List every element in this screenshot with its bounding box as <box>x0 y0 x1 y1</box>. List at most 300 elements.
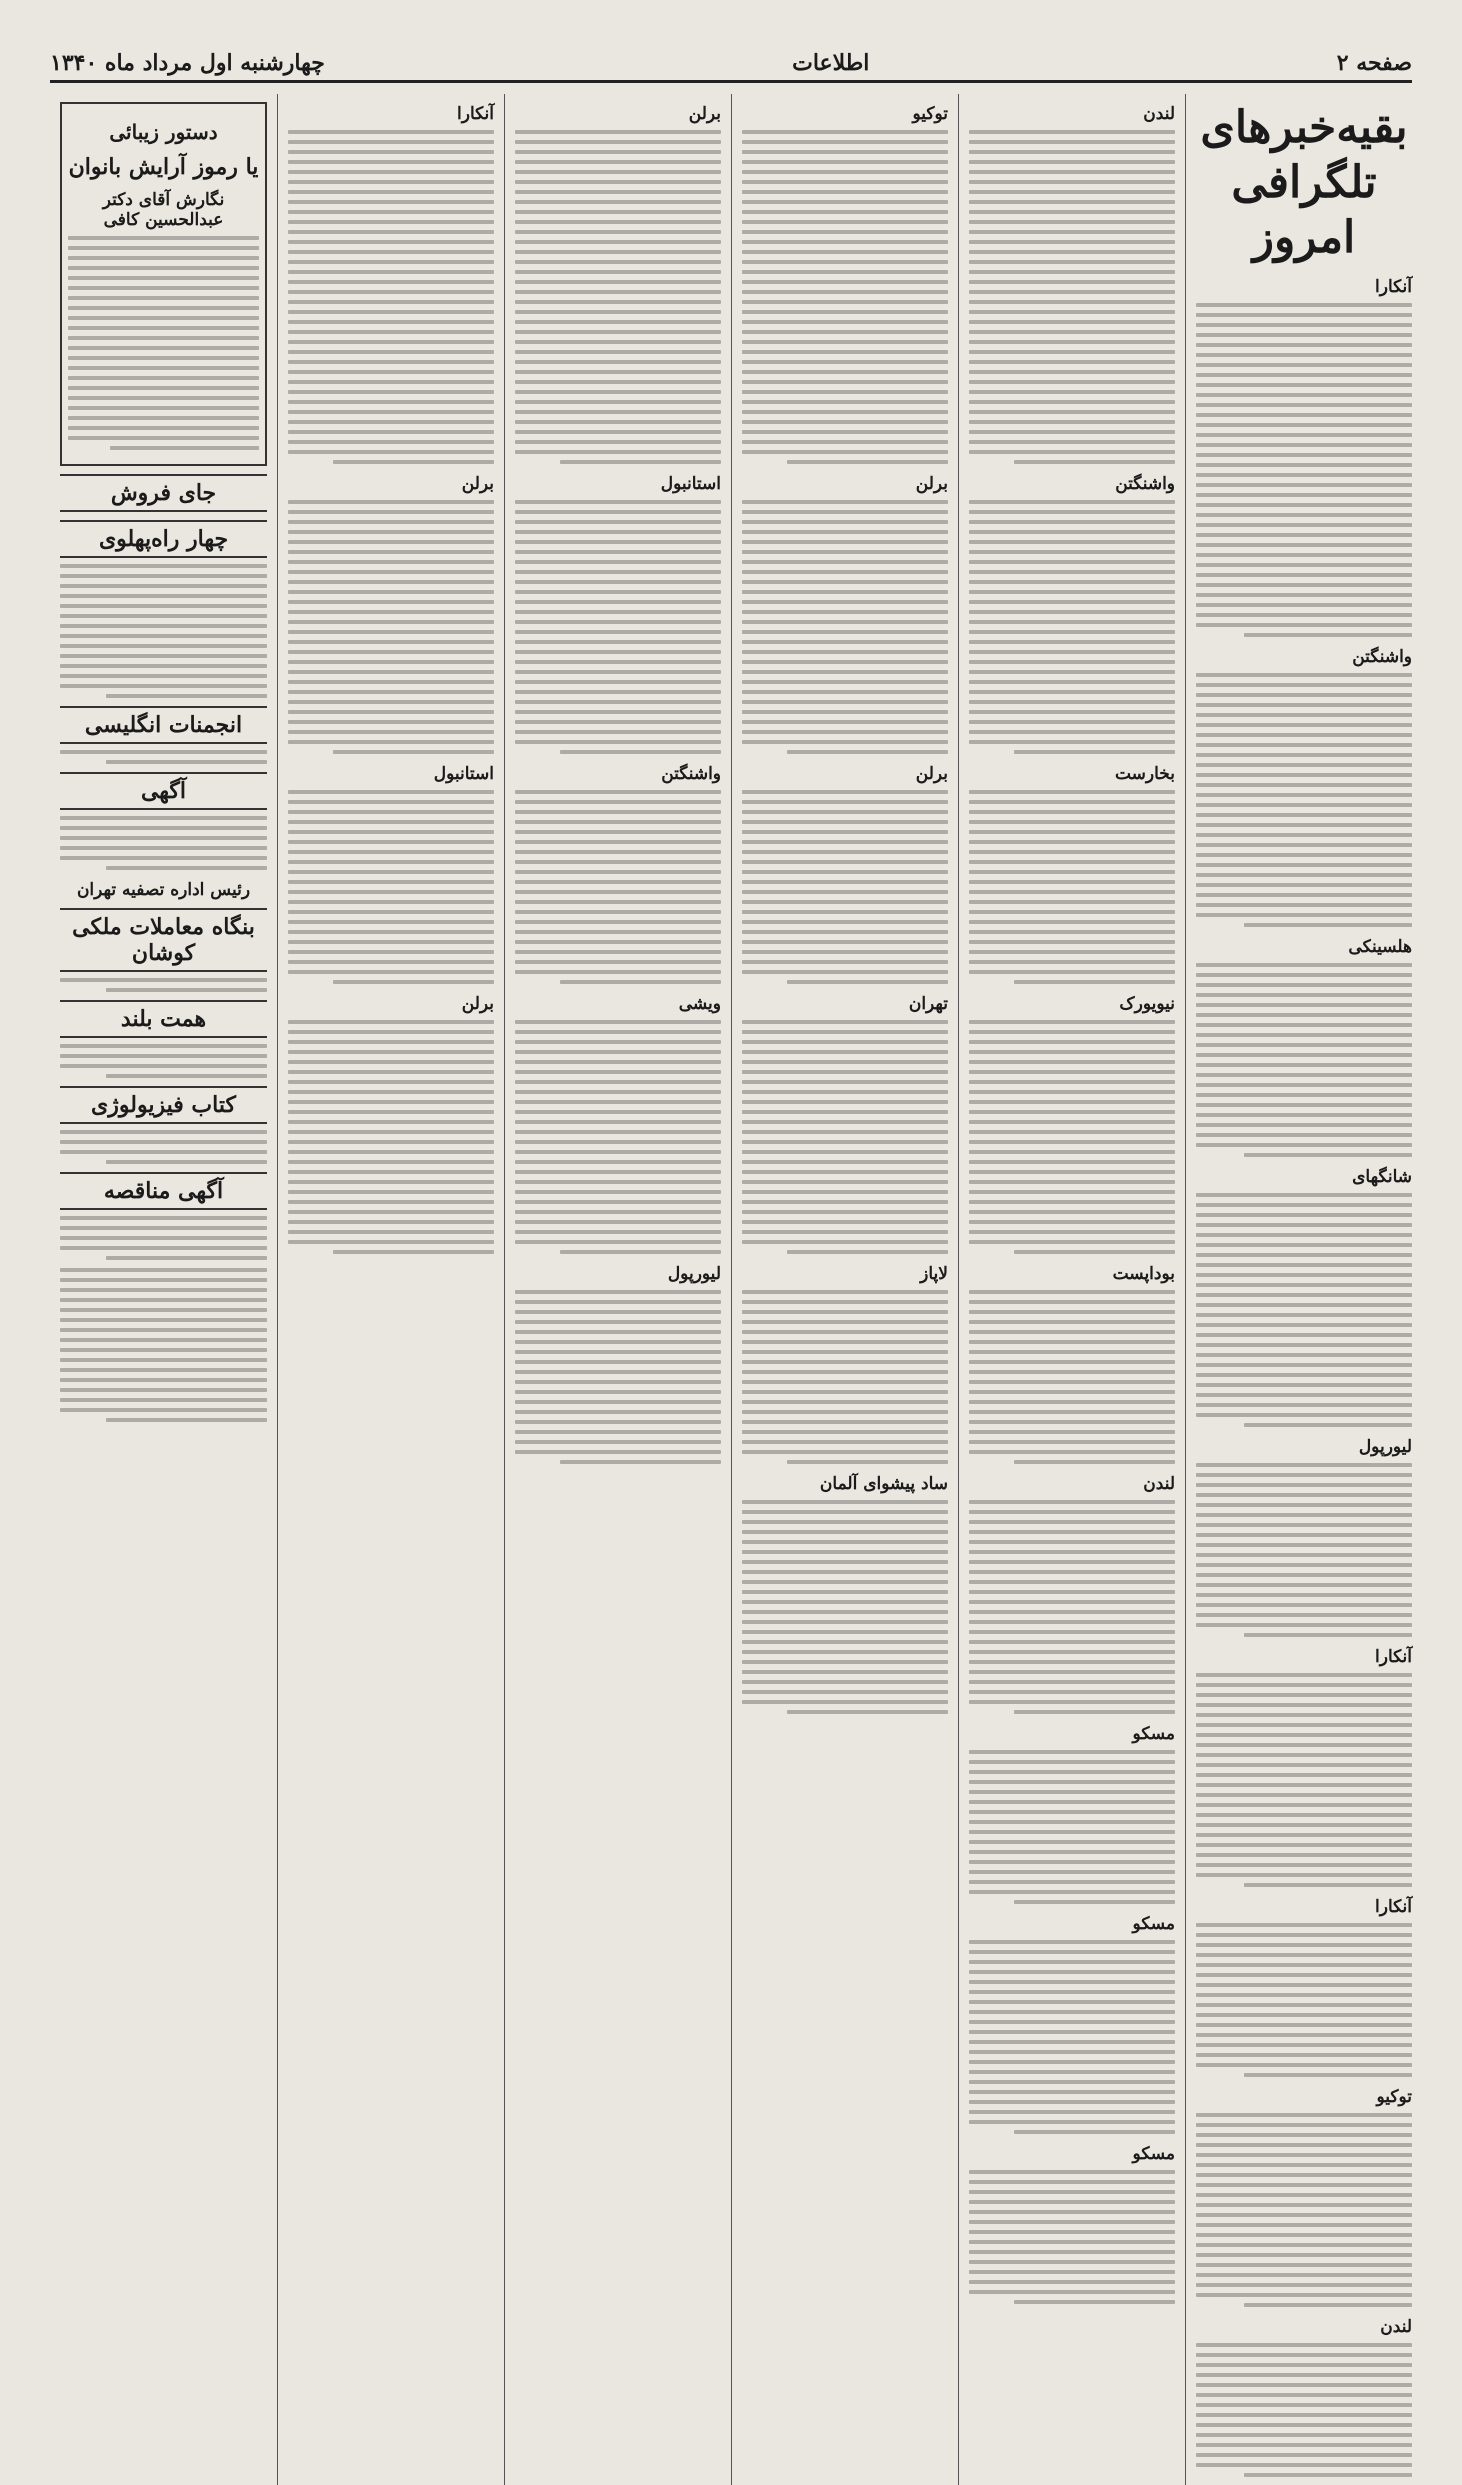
text-line <box>742 1400 948 1404</box>
text-line <box>969 1030 1175 1034</box>
text-line <box>969 2170 1175 2174</box>
text-line <box>60 684 267 688</box>
text-line <box>969 290 1175 294</box>
text-line <box>515 1380 721 1384</box>
text-line <box>742 290 948 294</box>
text-line <box>969 390 1175 394</box>
text-line <box>515 570 721 574</box>
text-line <box>68 266 259 270</box>
text-line <box>1196 2253 1412 2257</box>
text-line <box>969 2000 1175 2004</box>
text-line <box>969 140 1175 144</box>
text-line <box>515 1040 721 1044</box>
text-line <box>1196 893 1412 897</box>
text-line <box>969 920 1175 924</box>
text-line <box>106 1074 267 1078</box>
text-line <box>515 730 721 734</box>
text-line <box>969 260 1175 264</box>
page-label: صفحه ۲ <box>1336 50 1412 76</box>
text-line <box>742 870 948 874</box>
text-line <box>1196 833 1412 837</box>
text-line <box>288 130 494 134</box>
text-line <box>288 1110 494 1114</box>
text-line <box>969 1380 1175 1384</box>
cinema-title: جای فروش <box>60 474 267 512</box>
text-line <box>60 1054 267 1058</box>
text-line <box>1196 1273 1412 1277</box>
text-line <box>969 860 1175 864</box>
text-line <box>515 130 721 134</box>
text-line <box>515 1100 721 1104</box>
text-line <box>969 1300 1175 1304</box>
text-line <box>560 1460 721 1464</box>
text-line <box>969 2270 1175 2274</box>
text-line <box>742 240 948 244</box>
text-line <box>1196 1933 1412 1937</box>
text-line <box>1196 1293 1412 1297</box>
text-line <box>1196 753 1412 757</box>
text-line <box>1244 2303 1412 2307</box>
text-line <box>106 694 267 698</box>
text-line <box>60 1130 267 1134</box>
text-line <box>742 940 948 944</box>
text-line <box>515 940 721 944</box>
text-line <box>1196 1823 1412 1827</box>
text-line <box>742 150 948 154</box>
text-line <box>288 940 494 944</box>
text-line <box>969 1600 1175 1604</box>
text-line <box>969 630 1175 634</box>
text-line <box>969 930 1175 934</box>
text-line <box>742 570 948 574</box>
text-line <box>742 1590 948 1594</box>
text-line <box>288 1230 494 1234</box>
text-line <box>787 460 948 464</box>
text-line <box>1196 983 1412 987</box>
text-line <box>288 610 494 614</box>
text-line <box>1196 2343 1412 2347</box>
text-line <box>60 1288 267 1292</box>
text-line <box>1196 2403 1412 2407</box>
text-line <box>68 386 259 390</box>
text-line <box>969 1370 1175 1374</box>
text-line <box>515 1240 721 1244</box>
text-line <box>68 376 259 380</box>
text-line <box>515 320 721 324</box>
text-line <box>1196 423 1412 427</box>
section-heading: لندن <box>1143 104 1175 124</box>
text-line <box>969 250 1175 254</box>
text-line <box>515 410 721 414</box>
text-line <box>742 1110 948 1114</box>
text-line <box>969 1770 1175 1774</box>
text-line <box>742 300 948 304</box>
tender-title: آگهی مناقصه <box>60 1172 267 1210</box>
text-line <box>515 370 721 374</box>
text-line <box>68 316 259 320</box>
text-line <box>969 1860 1175 1864</box>
text-line <box>1196 1313 1412 1317</box>
text-line <box>515 960 721 964</box>
text-line <box>60 1246 267 1250</box>
text-line <box>1196 583 1412 587</box>
text-line <box>288 700 494 704</box>
text-line <box>1196 443 1412 447</box>
text-line <box>1196 363 1412 367</box>
text-line <box>969 520 1175 524</box>
text-line <box>1196 2293 1412 2297</box>
text-line <box>742 500 948 504</box>
text-line <box>1196 693 1412 697</box>
book-text <box>60 1130 267 1164</box>
text-line <box>969 170 1175 174</box>
text-line <box>1196 1243 1412 1247</box>
text-line <box>742 1700 948 1704</box>
text-line <box>742 130 948 134</box>
text-line <box>515 340 721 344</box>
beauty-text <box>68 236 259 450</box>
text-line <box>742 1600 948 1604</box>
section-body <box>742 500 948 754</box>
text-line <box>515 270 721 274</box>
text-line <box>1196 473 1412 477</box>
text-line <box>288 1090 494 1094</box>
text-line <box>515 550 721 554</box>
section-body <box>742 790 948 984</box>
text-line <box>515 210 721 214</box>
text-line <box>1196 353 1412 357</box>
section-body <box>1196 2113 1412 2307</box>
text-line <box>515 1300 721 1304</box>
text-line <box>742 1020 948 1024</box>
section-heading: برلن <box>915 764 948 784</box>
text-line <box>288 1020 494 1024</box>
section-body <box>969 130 1175 464</box>
text-line <box>742 1360 948 1364</box>
text-line <box>742 740 948 744</box>
text-line <box>969 1110 1175 1114</box>
text-line <box>1014 1900 1175 1904</box>
text-line <box>288 820 494 824</box>
section-heading: آنکارا <box>457 104 494 124</box>
section-heading: لاپاز <box>920 1264 948 1284</box>
text-line <box>1196 2063 1412 2067</box>
text-line <box>1196 303 1412 307</box>
text-line <box>1196 1523 1412 1527</box>
text-line <box>742 1390 948 1394</box>
text-line <box>288 510 494 514</box>
text-line <box>969 350 1175 354</box>
text-line <box>1014 2300 1175 2304</box>
text-line <box>742 1560 948 1564</box>
text-line <box>1196 843 1412 847</box>
text-line <box>742 1240 948 1244</box>
text-line <box>68 236 259 240</box>
text-line <box>1196 1203 1412 1207</box>
date-line: چهارشنبه اول مرداد ماه ۱۳۴۰ <box>50 50 325 76</box>
text-line <box>969 880 1175 884</box>
text-line <box>969 190 1175 194</box>
text-line <box>60 614 267 618</box>
section-heading: شانگهای <box>1352 1167 1412 1187</box>
text-line <box>1196 1003 1412 1007</box>
text-line <box>742 900 948 904</box>
text-line <box>1196 2423 1412 2427</box>
text-line <box>969 380 1175 384</box>
text-line <box>560 460 721 464</box>
text-line <box>515 1050 721 1054</box>
text-line <box>515 250 721 254</box>
text-line <box>742 250 948 254</box>
text-line <box>288 1080 494 1084</box>
text-line <box>1196 603 1412 607</box>
text-line <box>742 1060 948 1064</box>
text-line <box>515 840 721 844</box>
text-line <box>1196 1813 1412 1817</box>
text-line <box>288 310 494 314</box>
text-line <box>288 350 494 354</box>
text-line <box>1196 1593 1412 1597</box>
section-heading: برلن <box>461 474 494 494</box>
text-line <box>742 1120 948 1124</box>
text-line <box>969 580 1175 584</box>
text-line <box>1196 2123 1412 2127</box>
text-line <box>1196 2433 1412 2437</box>
text-line <box>515 930 721 934</box>
text-line <box>742 810 948 814</box>
text-line <box>742 1350 948 1354</box>
text-line <box>742 630 948 634</box>
text-line <box>969 1140 1175 1144</box>
text-line <box>288 1060 494 1064</box>
text-line <box>515 380 721 384</box>
text-line <box>1196 1613 1412 1617</box>
text-line <box>742 790 948 794</box>
text-line <box>969 1570 1175 1574</box>
text-line <box>68 416 259 420</box>
text-line <box>515 1090 721 1094</box>
section-heading: برلن <box>915 474 948 494</box>
text-line <box>1196 2043 1412 2047</box>
text-line <box>1196 1043 1412 1047</box>
text-line <box>1196 2413 1412 2417</box>
text-line <box>288 1130 494 1134</box>
text-line <box>288 390 494 394</box>
text-line <box>969 1700 1175 1704</box>
text-line <box>288 1160 494 1164</box>
text-line <box>288 360 494 364</box>
text-line <box>288 1150 494 1154</box>
text-line <box>288 850 494 854</box>
text-line <box>60 1150 267 1154</box>
text-line <box>742 1530 948 1534</box>
text-line <box>515 170 721 174</box>
text-line <box>515 230 721 234</box>
text-line <box>742 560 948 564</box>
intersection-text <box>60 564 267 698</box>
text-line <box>515 790 721 794</box>
text-line <box>1196 413 1412 417</box>
text-line <box>969 690 1175 694</box>
text-line <box>1196 1513 1412 1517</box>
text-line <box>288 600 494 604</box>
text-line <box>1196 2033 1412 2037</box>
text-line <box>742 1310 948 1314</box>
text-line <box>969 1580 1175 1584</box>
text-line <box>969 1060 1175 1064</box>
text-line <box>1196 723 1412 727</box>
hemmat-text <box>60 1044 267 1078</box>
text-line <box>969 270 1175 274</box>
text-line <box>787 980 948 984</box>
text-line <box>288 450 494 454</box>
english-text <box>60 750 267 764</box>
text-line <box>1196 1093 1412 1097</box>
text-line <box>1196 813 1412 817</box>
text-line <box>1196 2133 1412 2137</box>
text-line <box>969 1960 1175 1964</box>
text-line <box>515 1320 721 1324</box>
text-line <box>969 2110 1175 2114</box>
text-line <box>1196 1983 1412 1987</box>
columns <box>50 94 1412 2337</box>
section-body <box>1196 2343 1412 2477</box>
text-line <box>1196 2243 1412 2247</box>
text-line <box>1196 1393 1412 1397</box>
section-heading: توکیو <box>1376 2087 1412 2107</box>
text-line <box>1244 1153 1412 1157</box>
text-line <box>1196 1783 1412 1787</box>
section-body <box>742 130 948 464</box>
section-heading: آنکارا <box>1375 1897 1412 1917</box>
text-line <box>515 430 721 434</box>
text-line <box>515 1190 721 1194</box>
text-line <box>969 430 1175 434</box>
text-line <box>1196 1133 1412 1137</box>
text-line <box>969 240 1175 244</box>
text-line <box>742 340 948 344</box>
section-body <box>1196 1463 1412 1637</box>
text-line <box>969 1560 1175 1564</box>
text-line <box>515 330 721 334</box>
text-line <box>742 730 948 734</box>
text-line <box>1196 1343 1412 1347</box>
text-line <box>1196 1233 1412 1237</box>
text-line <box>969 1450 1175 1454</box>
text-line <box>742 200 948 204</box>
text-line <box>288 1170 494 1174</box>
text-line <box>742 960 948 964</box>
text-line <box>515 530 721 534</box>
text-line <box>742 840 948 844</box>
text-line <box>969 150 1175 154</box>
text-line <box>515 1310 721 1314</box>
text-line <box>969 1820 1175 1824</box>
text-line <box>969 700 1175 704</box>
text-line <box>288 1050 494 1054</box>
text-line <box>288 340 494 344</box>
text-line <box>742 380 948 384</box>
text-line <box>742 1080 948 1084</box>
text-line <box>742 700 948 704</box>
text-line <box>742 170 948 174</box>
text-line <box>969 1550 1175 1554</box>
text-line <box>1244 633 1412 637</box>
text-line <box>969 570 1175 574</box>
text-line <box>60 1388 267 1392</box>
text-line <box>1196 1973 1412 1977</box>
text-line <box>969 1940 1175 1944</box>
text-line <box>969 1050 1175 1054</box>
text-line <box>742 970 948 974</box>
text-line <box>288 1030 494 1034</box>
text-line <box>969 1890 1175 1894</box>
text-line <box>1196 1373 1412 1377</box>
text-line <box>742 620 948 624</box>
text-line <box>742 260 948 264</box>
text-line <box>1196 1033 1412 1037</box>
text-line <box>60 750 267 754</box>
text-line <box>1196 1943 1412 1947</box>
beauty-author: نگارش آقای دکتر عبدالحسین کافی <box>102 190 225 230</box>
text-line <box>969 2230 1175 2234</box>
text-line <box>1196 1723 1412 1727</box>
text-line <box>560 980 721 984</box>
text-line <box>1196 1283 1412 1287</box>
text-line <box>515 1410 721 1414</box>
text-line <box>1196 1573 1412 1577</box>
text-line <box>742 910 948 914</box>
text-line <box>515 810 721 814</box>
text-line <box>288 370 494 374</box>
section-heading: هلسینکی <box>1348 937 1412 957</box>
text-line <box>742 830 948 834</box>
text-line <box>742 550 948 554</box>
text-line <box>515 580 721 584</box>
text-line <box>969 2240 1175 2244</box>
text-line <box>515 1420 721 1424</box>
text-line <box>1196 1193 1412 1197</box>
text-line <box>288 560 494 564</box>
text-line <box>68 346 259 350</box>
text-line <box>515 350 721 354</box>
text-line <box>1014 2130 1175 2134</box>
text-line <box>515 1020 721 1024</box>
text-line <box>1196 713 1412 717</box>
text-line <box>288 240 494 244</box>
text-line <box>969 2290 1175 2294</box>
text-line <box>1196 823 1412 827</box>
text-line <box>288 550 494 554</box>
text-line <box>1196 1263 1412 1267</box>
notice-signature: رئیس اداره تصفیه تهران <box>76 880 251 900</box>
section-heading: ساد پیشوای آلمان <box>819 1474 948 1494</box>
text-line <box>1196 1603 1412 1607</box>
text-line <box>969 2020 1175 2024</box>
text-line <box>60 1338 267 1342</box>
text-line <box>515 420 721 424</box>
text-line <box>969 1610 1175 1614</box>
text-line <box>969 1170 1175 1174</box>
text-line <box>288 800 494 804</box>
text-line <box>1196 1113 1412 1117</box>
text-line <box>969 2010 1175 2014</box>
text-line <box>1196 2193 1412 2197</box>
text-line <box>1014 1710 1175 1714</box>
text-line <box>969 500 1175 504</box>
text-line <box>742 410 948 414</box>
text-line <box>515 1450 721 1454</box>
